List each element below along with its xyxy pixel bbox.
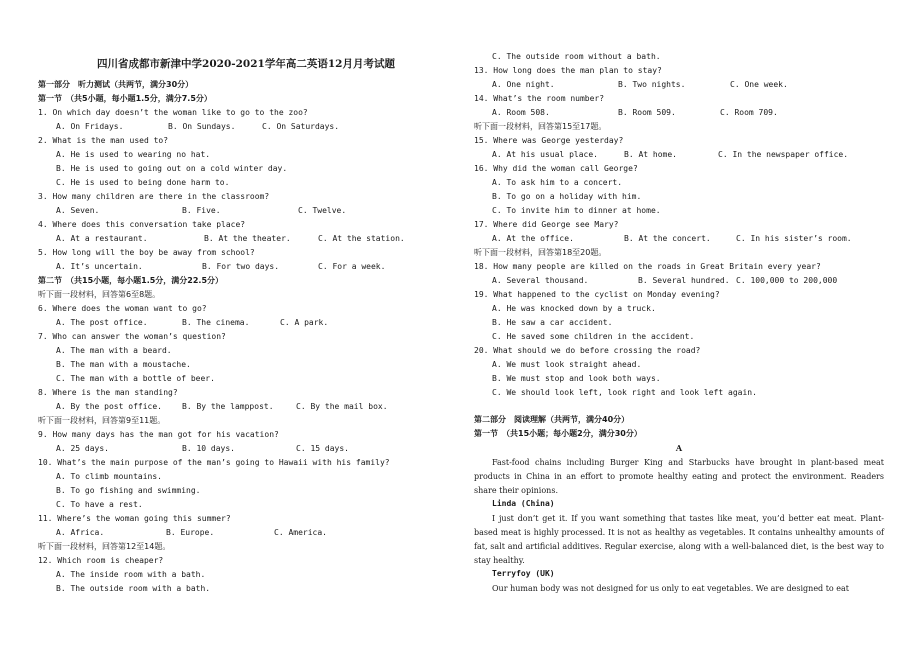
q4-option-a: A. At a restaurant. (56, 234, 148, 243)
question-15: 15. Where was George yesterday? (474, 136, 624, 145)
q15-option-c: C. In the newspaper office. (718, 150, 849, 159)
question-6: 6. Where does the woman want to go? (38, 304, 207, 313)
listening-note-6-8: 听下面一段材料，回答第6至8题。 (38, 290, 161, 299)
q19-option-b: B. He saw a car accident. (492, 318, 613, 327)
q18-option-a: A. Several thousand. (492, 276, 589, 285)
q9-option-c: C. 15 days. (296, 444, 349, 453)
q2-option-b: B. He is used to going out on a cold winter day. (56, 164, 288, 173)
part1-heading: 第一部分 听力测试（共两节，满分30分） (38, 80, 194, 89)
q20-option-b: B. We must stop and look both ways. (492, 374, 661, 383)
q7-option-a: A. The man with a beard. (56, 346, 172, 355)
question-14: 14. What’s the room number? (474, 94, 605, 103)
listening-note-15-17: 听下面一段材料，回答第15至17题。 (474, 122, 607, 131)
question-12: 12. Which room is cheaper? (38, 556, 164, 565)
question-18: 18. How many people are killed on the roads in Great Britain every year? (474, 262, 821, 271)
q4-option-b: B. At the theater. (204, 234, 291, 243)
part2-heading: 第二部分 阅读理解（共两节，满分40分） (474, 415, 630, 424)
q8-option-b: B. By the lamppost. (182, 402, 274, 411)
q7-option-b: B. The man with a moustache. (56, 360, 191, 369)
part2-section1-heading: 第一节 （共15小题；每小题2分，满分30分） (474, 429, 642, 438)
q15-option-b: B. At home. (624, 150, 677, 159)
q12-option-b: B. The outside room with a bath. (56, 584, 211, 593)
q19-option-c: C. He saved some children in the accident. (492, 332, 695, 341)
question-11: 11. Where’s the woman going this summer? (38, 514, 231, 523)
q9-option-b: B. 10 days. (182, 444, 235, 453)
question-19: 19. What happened to the cyclist on Monday evening? (474, 290, 720, 299)
author-linda: Linda (China) (492, 499, 555, 508)
question-9: 9. How many days has the man got for his vacation? (38, 430, 279, 439)
question-20: 20. What should we do before crossing the road? (474, 346, 701, 355)
q2-option-a: A. He is used to wearing no hat. (56, 150, 211, 159)
q12-option-c: C. The outside room without a bath. (492, 52, 661, 61)
q16-option-a: A. To ask him to a concert. (492, 178, 623, 187)
q13-option-c: C. One week. (730, 80, 788, 89)
question-1: 1. On which day doesn’t the woman like to go to the zoo? (38, 108, 308, 117)
q6-option-a: A. The post office. (56, 318, 148, 327)
q10-option-c: C. To have a rest. (56, 500, 143, 509)
q17-option-b: B. At the concert. (624, 234, 711, 243)
q9-option-a: A. 25 days. (56, 444, 109, 453)
q8-option-c: C. By the mail box. (296, 402, 388, 411)
q16-option-c: C. To invite him to dinner at home. (492, 206, 661, 215)
q10-option-a: A. To climb mountains. (56, 472, 162, 481)
passage-intro: Fast-food chains including Burger King and Starbucks have brought in plant-based meat products in China in an effort to promote healthy eating and protect the environment. Readers share their opinions. (474, 458, 884, 495)
q10-option-b: B. To go fishing and swimming. (56, 486, 201, 495)
question-13: 13. How long does the man plan to stay? (474, 66, 662, 75)
question-4: 4. Where does this conversation take place? (38, 220, 246, 229)
q14-option-a: A. Room 508. (492, 108, 550, 117)
q1-option-c: C. On Saturdays. (262, 122, 340, 131)
question-17: 17. Where did George see Mary? (474, 220, 619, 229)
q14-option-c: C. Room 709. (720, 108, 778, 117)
q19-option-a: A. He was knocked down by a truck. (492, 304, 656, 313)
q13-option-a: A. One night. (492, 80, 555, 89)
q17-option-c: C. In his sister’s room. (736, 234, 852, 243)
question-7: 7. Who can answer the woman’s question? (38, 332, 226, 341)
q18-option-b: B. Several hundred. (638, 276, 730, 285)
q2-option-c: C. He is used to being done harm to. (56, 178, 230, 187)
q20-option-a: A. We must look straight ahead. (492, 360, 642, 369)
author-terryfoy: Terryfoy (UK) (492, 569, 555, 578)
q5-option-c: C. For a week. (318, 262, 386, 271)
q1-option-a: A. On Fridays. (56, 122, 124, 131)
q4-option-c: C. At the station. (318, 234, 405, 243)
q20-option-c: C. We should look left, look right and look left again. (492, 388, 757, 397)
q8-option-a: A. By the post office. (56, 402, 162, 411)
q11-option-b: B. Europe. (166, 528, 215, 537)
listening-note-9-11: 听下面一段材料，回答第9至11题。 (38, 416, 166, 425)
listening-note-18-20: 听下面一段材料，回答第18至20题。 (474, 248, 607, 257)
question-2: 2. What is the man used to? (38, 136, 169, 145)
section1-heading: 第一节 （共5小题，每小题1.5分，满分7.5分） (38, 94, 212, 103)
question-5: 5. How long will the boy be away from school? (38, 248, 255, 257)
section2-heading: 第二节 （共15小题，每小题1.5分，满分22.5分） (38, 276, 224, 285)
q7-option-c: C. The man with a bottle of beer. (56, 374, 215, 383)
q3-option-b: B. Five. (182, 206, 221, 215)
q5-option-b: B. For two days. (202, 262, 280, 271)
passage-label: A (675, 443, 683, 453)
q17-option-a: A. At the office. (492, 234, 574, 243)
q11-option-a: A. Africa. (56, 528, 105, 537)
question-16: 16. Why did the woman call George? (474, 164, 638, 173)
q5-option-a: A. It’s uncertain. (56, 262, 143, 271)
q18-option-c: C. 100,000 to 200,000 (736, 276, 838, 285)
q12-option-a: A. The inside room with a bath. (56, 570, 206, 579)
q13-option-b: B. Two nights. (618, 80, 686, 89)
q6-option-b: B. The cinema. (182, 318, 250, 327)
q3-option-c: C. Twelve. (298, 206, 347, 215)
q15-option-a: A. At his usual place. (492, 150, 598, 159)
q3-option-a: A. Seven. (56, 206, 100, 215)
paragraph-linda: I just don’t get it. If you want something that tastes like meat, you’d better eat meat. Plant-based meat is highly processed. It is not as healthy as vegetables. It contains unhealthy amounts of fat, salt and artificial additives. Regular exercise, along with a well-balanced diet, is the best way to stay healthy. (474, 514, 884, 565)
q1-option-b: B. On Sundays. (168, 122, 236, 131)
question-10: 10. What’s the main purpose of the man’s going to Hawaii with his family? (38, 458, 390, 467)
exam-title: 四川省成都市新津中学2020-2021学年高二英语12月月考试题 (97, 58, 395, 70)
question-3: 3. How many children are there in the classroom? (38, 192, 270, 201)
listening-note-12-14: 听下面一段材料，回答第12至14题。 (38, 542, 171, 551)
question-8: 8. Where is the man standing? (38, 388, 178, 397)
q14-option-b: B. Room 509. (618, 108, 676, 117)
q6-option-c: C. A park. (280, 318, 329, 327)
q11-option-c: C. America. (274, 528, 327, 537)
q16-option-b: B. To go on a holiday with him. (492, 192, 642, 201)
paragraph-terryfoy: Our human body was not designed for us only to eat vegetables. We are designed to eat (492, 584, 850, 593)
